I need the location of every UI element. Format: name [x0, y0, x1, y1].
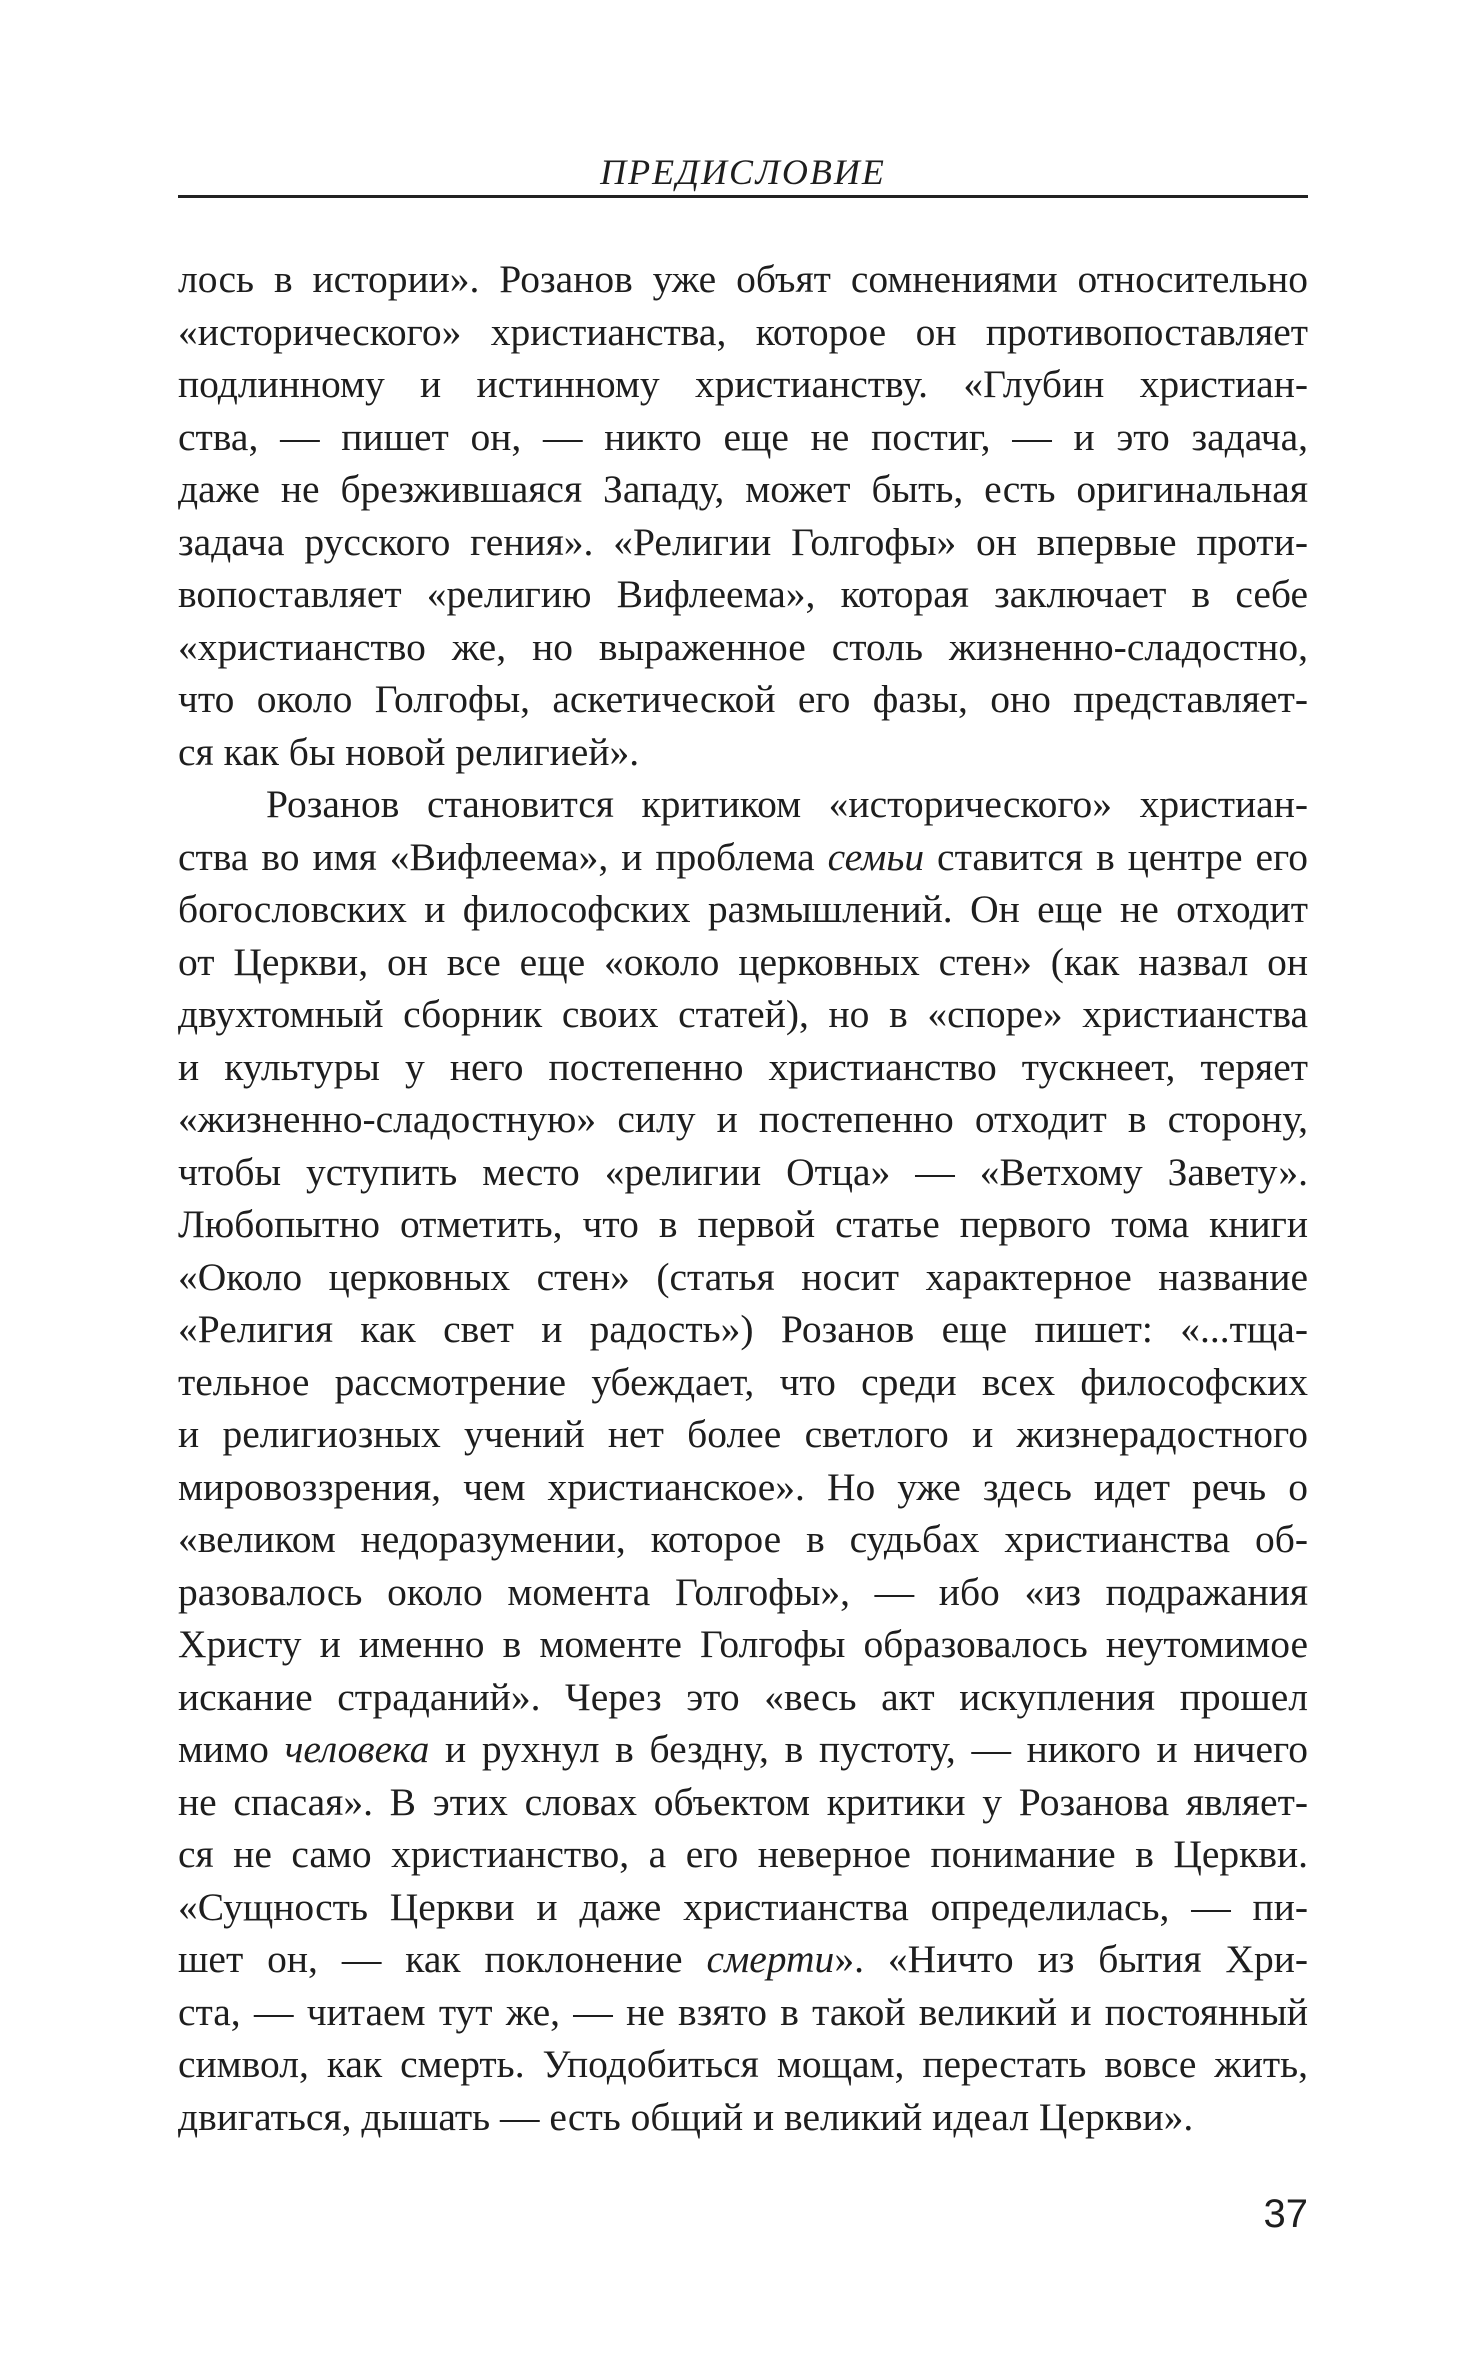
text-line: двигаться, дышать — есть общий и великий идеал Церкви». [178, 2094, 1194, 2139]
text-line: мимо человека и рухнул в бездну, в пустоту, — никого и ничего [178, 1727, 1308, 1771]
text-line: Любопытно отметить, что в первой статье первого тома книги [178, 1202, 1308, 1246]
text-line: мировоззрения, чем христианское». Но уже здесь идет речь о [178, 1464, 1308, 1509]
text-line: лось в истории». Розанов уже объят сомнениями относительно [178, 257, 1308, 301]
body-text [178, 253, 1308, 2143]
text-line: ся не само христианство, а его неверное понимание в Церкви. [178, 1832, 1308, 1876]
text-line: шет он, — как поклонение смерти». «Ничто из бытия Хри- [178, 1937, 1308, 1981]
emphasis: смерти [706, 1937, 835, 1981]
text-line: подлинному и истинному христианству. «Глубин христиан- [178, 362, 1308, 406]
text-line: даже не брезжившаяся Западу, может быть, есть оригинальная [178, 467, 1308, 511]
text-line: «исторического» христианства, которое он противопоставляет [178, 309, 1308, 354]
text-line: и культуры у него постепенно христианство тускнеет, теряет [178, 1044, 1308, 1089]
text-line: чтобы уступить место «религии Отца» — «Ветхому Завету». [178, 1149, 1308, 1194]
text-line: «Религия как свет и радость») Розанов еще пишет: «...тща- [178, 1307, 1308, 1351]
text-line: вопоставляет «религию Вифлеема», которая заключает в себе [178, 572, 1308, 616]
text-line: символ, как смерть. Уподобиться мощам, перестать вовсе жить, [178, 2042, 1308, 2086]
text-line: ста, — читаем тут же, — не взято в такой великий и постоянный [178, 1989, 1308, 2034]
text-line: тельное рассмотрение убеждает, что среди всех философских [178, 1359, 1308, 1404]
text-line: Христу и именно в моменте Голгофы образовалось неутомимое [178, 1622, 1308, 1666]
text-line: «Около церковных стен» (статья носит характерное название [178, 1254, 1308, 1299]
text-line: «Сущность Церкви и даже христианства определилась, — пи- [178, 1884, 1308, 1929]
emphasis: человека [284, 1727, 430, 1771]
text-line: «великом недоразумении, которое в судьбах христианства об- [178, 1517, 1308, 1561]
emphasis: семьи [827, 834, 925, 879]
text-line: ся как бы новой религией». [178, 729, 640, 774]
text-line: «жизненно-сладостную» силу и постепенно отходит в сторону, [178, 1097, 1308, 1141]
text-line: от Церкви, он все еще «около церковных стен» (как назвал он [178, 939, 1308, 984]
text-line: разовалось около момента Голгофы», — ибо «из подражания [178, 1569, 1308, 1614]
running-head: ПРЕДИСЛОВИЕ [600, 152, 886, 192]
page-number: 37 [1263, 2192, 1308, 2236]
header-rule [178, 195, 1308, 198]
text-line: двухтомный сборник своих статей), но в «споре» христианства [178, 992, 1308, 1036]
text-line: задача русского гения». «Религии Голгофы» он впервые проти- [178, 519, 1308, 564]
text-line: что около Голгофы, аскетической его фазы, оно представляет- [178, 677, 1308, 721]
text-line: искание страданий». Через это «весь акт искупления прошел [178, 1674, 1308, 1719]
text-line: и религиозных учений нет более светлого и жизнерадостного [178, 1412, 1308, 1456]
text-line: ства, — пишет он, — никто еще не постиг, — и это задача, [178, 414, 1308, 459]
text-line: не спасая». В этих словах объектом критики у Розанова являет- [178, 1779, 1308, 1824]
text-line: ства во имя «Вифлеема», и проблема семьи ставится в центре его [178, 834, 1308, 879]
text-line: Розанов становится критиком «исторического» христиан- [266, 782, 1308, 826]
text-line: богословских и философских размышлений. Он еще не отходит [178, 887, 1308, 931]
text-line: «христианство же, но выраженное столь жизненно-сладостно, [178, 624, 1308, 669]
